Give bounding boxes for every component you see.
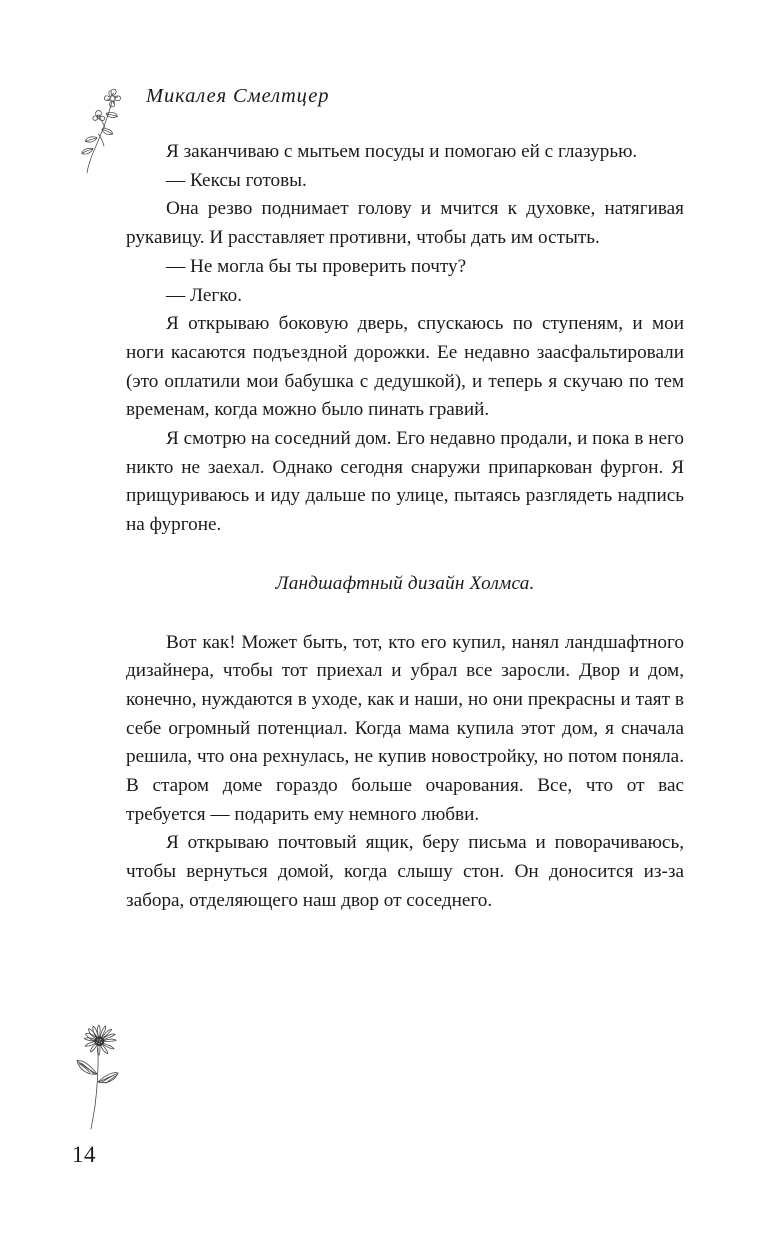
paragraph: Я смотрю на соседний дом. Его недавно продали, и пока в него никто не заехал. Однако сегодня снаружи припаркован фургон. Я прищуриваюсь и иду дальше по улице, пытаясь разглядеть надпись на фургоне. <box>126 428 684 536</box>
wildflower-sprig-ornament <box>72 82 132 174</box>
dialogue-line: — Не могла бы ты проверить почту? <box>166 255 467 277</box>
paragraph: Она резво поднимает голову и мчится к духовке, натягивая рукавицу. И расставляет противни, чтобы дать им остыть. <box>126 198 684 249</box>
spacer <box>126 540 684 570</box>
spacer <box>126 599 684 629</box>
paragraph: Вот как! Может быть, тот, кто его купил, нанял ландшафтного дизайнера, чтобы тот приехал и убрал все заросли. Двор и дом, конечно, нуждаются в уходе, как и наши, но они прекрасны и таят в себе огромный потенциал. Когда мама купила этот дом, я сначала решила, что она рехнулась, не купив новостройку, но потом поняла. В старом доме гораздо больше очарования. Все, что от вас требуется — подарить ему немного любви. <box>126 631 684 825</box>
dialogue-line: — Кексы готовы. <box>166 169 307 191</box>
paragraph: Я открываю почтовый ящик, беру письма и поворачиваюсь, чтобы вернуться домой, когда слышу стон. Он доносится из-за забора, отделяющего наш двор от соседнего. <box>126 832 684 911</box>
page-number: 14 <box>72 1142 96 1167</box>
dialogue-line: — Легко. <box>166 284 242 306</box>
paragraph: Я открываю боковую дверь, спускаюсь по ступеням, и мои ноги касаются подъездной дорожки. Ее недавно заасфальтировали (это оплатили мои бабушка с дедушкой), и теперь я скучаю по тем временам, когда можно было пинать гравий. <box>126 313 684 421</box>
centered-italic-line: Ландшафтный дизайн Холмса. <box>275 572 535 594</box>
running-head-author: Микалея Смелтцер <box>146 85 330 107</box>
body-text-block <box>126 138 684 916</box>
paragraph: Я заканчиваю с мытьем посуды и помогаю ей с глазурью. <box>166 141 638 162</box>
daisy-flower-ornament <box>66 1022 134 1130</box>
